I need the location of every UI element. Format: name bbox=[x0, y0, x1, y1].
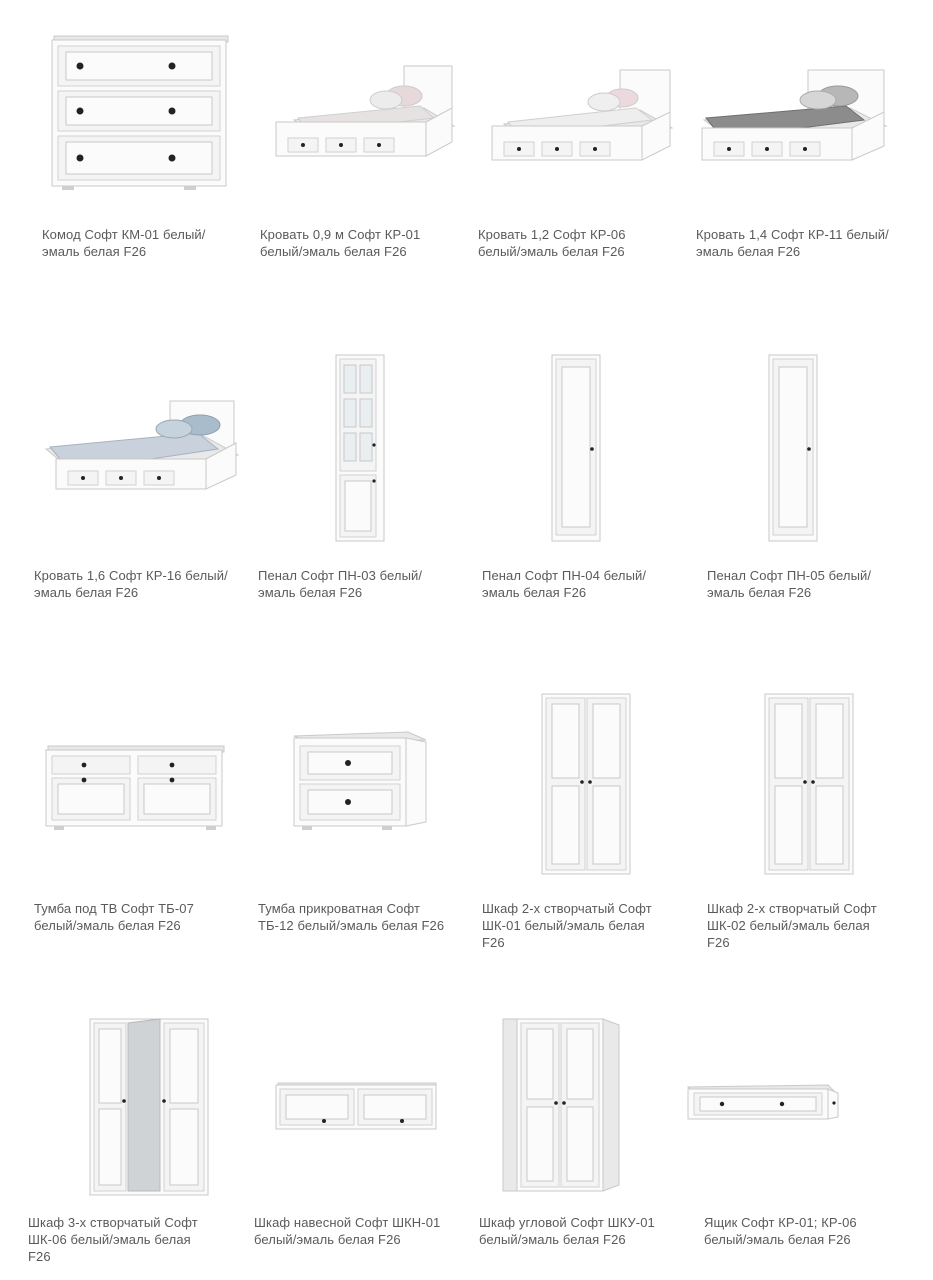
tv-stand-icon bbox=[40, 740, 240, 880]
product-title[interactable]: Пенал Софт ПН-05 белый/ эмаль белая F26 bbox=[707, 568, 872, 600]
product-card-shku-01[interactable] bbox=[479, 1015, 689, 1280]
product-card-chest[interactable] bbox=[40, 30, 250, 270]
corner-wardrobe-icon bbox=[497, 1015, 627, 1200]
mirror-wardrobe-icon bbox=[84, 1015, 214, 1200]
drawer-box-icon bbox=[682, 1081, 852, 1141]
bed-icon bbox=[42, 395, 252, 545]
nightstand-icon bbox=[290, 728, 440, 848]
product-card-bed-09[interactable] bbox=[258, 30, 468, 270]
product-card-pn-05[interactable] bbox=[707, 345, 917, 605]
product-card-bed-16[interactable] bbox=[32, 345, 242, 605]
narrow-cabinet-icon bbox=[546, 351, 606, 551]
wardrobe-icon bbox=[536, 690, 636, 880]
product-title[interactable]: Пенал Софт ПН-03 белый/ эмаль белая F26 bbox=[258, 568, 423, 600]
product-title[interactable]: Пенал Софт ПН-04 белый/ эмаль белая F26 bbox=[482, 568, 647, 600]
product-card-drawer-box[interactable] bbox=[704, 1015, 914, 1280]
bed-icon bbox=[700, 64, 890, 214]
product-card-shkn-01[interactable] bbox=[254, 1015, 464, 1280]
narrow-cabinet-icon bbox=[763, 351, 823, 551]
product-card-pn-04[interactable] bbox=[482, 345, 692, 605]
product-card-bed-14[interactable] bbox=[694, 30, 904, 270]
product-card-tb-12[interactable] bbox=[258, 690, 468, 950]
product-title[interactable]: Кровать 1,4 Софт КР-11 белый/ эмаль белая F26 bbox=[696, 227, 889, 259]
chest-of-drawers-icon bbox=[40, 30, 240, 200]
bed-icon bbox=[274, 60, 464, 210]
product-title[interactable]: Шкаф угловой Софт ШКУ-01 белый/эмаль белая F26 bbox=[479, 1215, 655, 1247]
product-card-pn-03[interactable] bbox=[258, 345, 468, 605]
product-title[interactable]: Кровать 1,2 Софт КР-06 белый/эмаль белая F26 bbox=[478, 227, 626, 259]
product-title[interactable]: Комод Софт КМ-01 белый/ эмаль белая F26 bbox=[42, 227, 206, 259]
product-card-shk-01[interactable] bbox=[482, 690, 692, 970]
wall-cabinet-icon bbox=[270, 1079, 450, 1149]
product-card-tb-07[interactable] bbox=[32, 690, 242, 950]
product-title[interactable]: Шкаф 3-х створчатый Софт ШК-06 белый/эмаль белая F26 bbox=[28, 1215, 198, 1264]
product-card-shk-06[interactable] bbox=[28, 1015, 238, 1280]
product-card-bed-12[interactable] bbox=[476, 30, 686, 270]
product-title[interactable]: Тумба прикроватная Софт ТБ-12 белый/эмаль белая F26 bbox=[258, 901, 445, 933]
wardrobe-icon bbox=[759, 690, 859, 880]
product-card-shk-02[interactable] bbox=[707, 690, 917, 970]
bed-icon bbox=[490, 64, 680, 214]
product-title[interactable]: Шкаф навесной Софт ШКН-01 белый/эмаль белая F26 bbox=[254, 1215, 441, 1247]
product-title[interactable]: Кровать 0,9 м Софт КР-01 белый/эмаль белая F26 bbox=[260, 227, 421, 259]
product-title[interactable]: Шкаф 2-х створчатый Софт ШК-02 белый/эмаль белая F26 bbox=[707, 901, 877, 950]
product-title[interactable]: Кровать 1,6 Софт КР-16 белый/ эмаль белая F26 bbox=[34, 568, 228, 600]
product-title[interactable]: Ящик Софт КР-01; КР-06 белый/эмаль белая F26 bbox=[704, 1215, 857, 1247]
glass-cabinet-icon bbox=[330, 351, 390, 551]
product-title[interactable]: Шкаф 2-х створчатый Софт ШК-01 белый/эмаль белая F26 bbox=[482, 901, 652, 950]
product-title[interactable]: Тумба под ТВ Софт ТБ-07 белый/эмаль белая F26 bbox=[34, 901, 194, 933]
